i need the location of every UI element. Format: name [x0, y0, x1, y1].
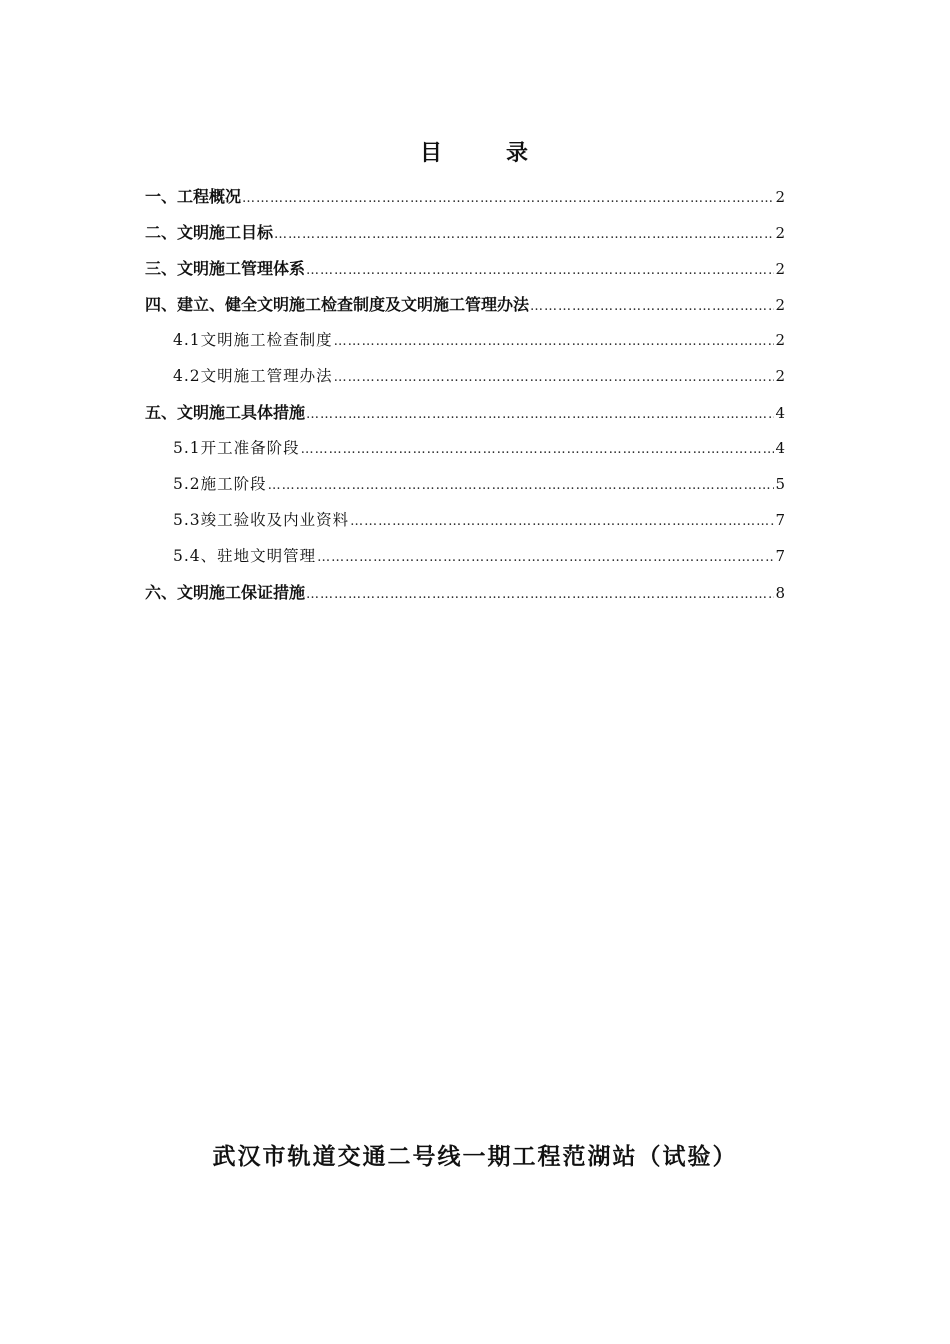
toc-leader-dots	[306, 407, 774, 422]
toc-entry-page: 7	[775, 547, 785, 565]
toc-entry-4-1[interactable]	[145, 328, 785, 364]
table-of-contents	[145, 184, 785, 616]
toc-entry-page: 4	[775, 404, 785, 422]
toc-leader-dots	[334, 334, 775, 349]
toc-title-right: 录	[506, 140, 531, 166]
toc-entry-6[interactable]	[145, 580, 785, 616]
toc-entry-label: 文明施工保证措施	[177, 583, 306, 602]
toc-title	[0, 136, 950, 167]
toc-entry-5-2[interactable]	[145, 472, 785, 508]
project-title: 武汉市轨道交通二号线一期工程范湖站（试验）	[212, 1143, 738, 1170]
toc-leader-dots	[350, 514, 774, 529]
toc-leader-dots	[530, 299, 774, 314]
toc-entry-2[interactable]	[145, 220, 785, 256]
toc-entry-page: 2	[775, 224, 785, 242]
toc-entry-number: 5.1	[173, 439, 201, 457]
toc-entry-number: 四、	[145, 295, 178, 314]
toc-entry-5[interactable]	[145, 400, 785, 436]
toc-entry-page: 2	[775, 260, 785, 278]
toc-entry-page: 2	[775, 188, 785, 206]
toc-entry-5-3[interactable]	[145, 508, 785, 544]
toc-entry-label: 文明施工管理办法	[200, 367, 333, 385]
toc-entry-number: 4.2	[173, 367, 201, 385]
toc-leader-dots	[306, 587, 774, 602]
toc-entry-number: 一、	[145, 187, 178, 206]
toc-entry-number: 二、	[145, 223, 178, 242]
toc-entry-label: 工程概况	[177, 187, 242, 206]
toc-entry-page: 5	[775, 475, 785, 493]
toc-title-left: 目	[419, 140, 444, 166]
toc-leader-dots	[317, 550, 774, 565]
toc-leader-dots	[301, 442, 775, 457]
toc-entry-number: 三、	[145, 259, 178, 278]
toc-entry-number: 5.3	[173, 511, 201, 529]
toc-entry-label: 开工准备阶段	[200, 439, 300, 457]
toc-entry-label: 文明施工管理体系	[177, 259, 306, 278]
toc-entry-5-4[interactable]	[145, 544, 785, 580]
toc-entry-page: 2	[775, 331, 785, 349]
toc-entry-3[interactable]	[145, 256, 785, 292]
toc-entry-1[interactable]	[145, 184, 785, 220]
toc-entry-label: 建立、健全文明施工检查制度及文明施工管理办法	[177, 295, 530, 314]
toc-entry-number: 五、	[145, 403, 178, 422]
toc-entry-page: 4	[775, 439, 785, 457]
toc-entry-5-1[interactable]	[145, 436, 785, 472]
toc-leader-dots	[242, 191, 774, 206]
toc-entry-page: 8	[775, 584, 785, 602]
toc-entry-4-2[interactable]	[145, 364, 785, 400]
toc-entry-page: 2	[775, 296, 785, 314]
toc-entry-number: 六、	[145, 583, 178, 602]
toc-leader-dots	[268, 478, 775, 493]
toc-entry-4[interactable]	[145, 292, 785, 328]
toc-entry-page: 2	[775, 367, 785, 385]
toc-entry-label: 竣工验收及内业资料	[200, 511, 350, 529]
toc-leader-dots	[274, 227, 774, 242]
toc-entry-label: 文明施工检查制度	[200, 331, 333, 349]
toc-entry-label: 文明施工目标	[177, 223, 274, 242]
toc-entry-page: 7	[775, 511, 785, 529]
toc-entry-number: 5.4、	[173, 547, 218, 565]
toc-leader-dots	[334, 370, 775, 385]
toc-entry-label: 施工阶段	[200, 475, 267, 493]
toc-entry-number: 4.1	[173, 331, 201, 349]
toc-entry-label: 文明施工具体措施	[177, 403, 306, 422]
toc-entry-label: 驻地文明管理	[217, 547, 317, 565]
toc-leader-dots	[306, 263, 774, 278]
toc-entry-number: 5.2	[173, 475, 201, 493]
